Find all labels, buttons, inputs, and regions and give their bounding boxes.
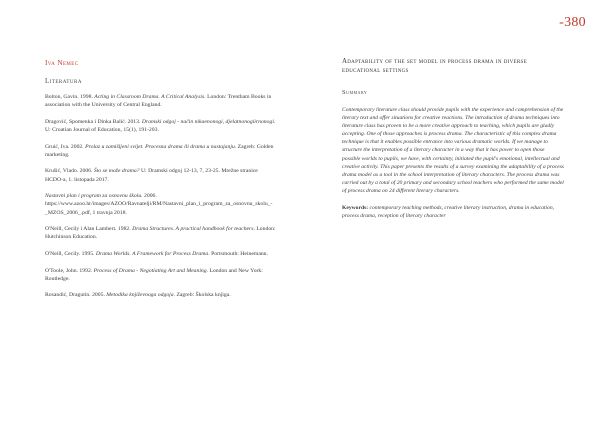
reference-author: Gruić, Iva. 2002. [45,143,86,150]
reference-author: Bolton, Gavin. 1998. [45,94,95,100]
reference-title: Process of Drama - Negotiating Art and Meaning [93,267,207,274]
reference-entry [45,250,277,258]
reference-details: . London: Hutchinson Education. [45,226,276,241]
right-page [342,57,564,220]
reference-author: Rosandić, Dragutin. 2005. [45,292,107,299]
reference-entry [45,143,277,159]
reference-author: O'Neill, Cecily. 1995. [45,250,96,257]
keywords [342,204,564,220]
page-number: -380 [559,15,586,30]
reference-author: O'Neill, Cecily i Alan Lambert. 1982. [45,226,133,233]
reference-details: . London: Trentham Books in association with the University of Central England. [45,94,272,109]
author-name: Iva Nemec [45,59,79,67]
reference-details: . Portsmouth: Heinemann. [208,250,268,257]
keywords-text: contemporary teaching methods, creative literary instruction, drama in education, process drama, reception of literary character [342,205,555,220]
reference-entry [45,225,277,241]
reference-entry [45,167,277,183]
reference-title: Drama Worlds. A Framework for Process Drama [95,250,209,257]
article-title: Adaptability of the set model in process drama in diverse educational settings [342,58,527,74]
reference-details: . London and New York: Routledge. [45,267,263,282]
reference-details: . U: Croatian Journal of Education, 15(1), 191-203. [45,118,276,133]
reference-entry [45,118,277,134]
reference-entry [45,267,277,283]
reference-entry [45,291,277,299]
reference-list [45,93,277,300]
reference-title: Prolaz u zamišljeni svijet. Procesna drama ili drama u nastajanju [85,143,235,150]
reference-author: O'Toole, John. 1992. [45,267,94,274]
reference-details: . 2006. https://www.azoo.hr/images/AZOO/Ravnatelji/RM/Nastavni_plan_i_program_za_osnovnu_skolu_-_MZOS_2006_.pdf, 1 travnja 2018. [45,193,273,216]
summary-text: Contemporary literature class should provide pupils with the experience and comprehension of the literary text and offer situations for creative reactions. The introduction of drama techniques into literature class has proven to be a more creative approach to teaching, which pupils are gladly accepting. One of those approaches is process drama. The characteristic of this complex drama technique is that it enables possible entrance into various dramatic worlds. If we manage to structure the interpretation of a literary character in a way that it has power to open those possible worlds to pupils, we have, with certainty, initiated the pupil's emotional, intellectual and creative activity. This paper presents the results of a survey examining the adaptability of a process drama model as a tool in the school interpretation of literary characters. The process drama was carried out by a total of 20 primary and secondary school teachers who performed the same model of process drama on 24 different literary characters. [342,107,564,194]
reference-author: Krušić, Vlado. 2006. [45,168,94,175]
reference-details: . Zagreb: Školska knjiga. [173,292,231,299]
reference-details: U: Dramski odgoj 12-13, 7, 23-25. Mrežne stranice HCDO-a, 1. listopada 2017. [45,168,258,183]
reference-title: Što se može drama? [93,168,140,175]
left-page [45,59,277,308]
reference-title: Metodika književnoga odgoja [106,292,174,299]
reference-title: Drama Structures. A practical handbook for teachers [132,226,254,233]
reference-details: . Zagreb: Golden marketing. [45,143,274,158]
reference-title: Dramski odgoj - način nikaenonogi, djelatnonogiirnonogi [141,118,274,125]
literature-heading: Literatura [45,78,82,85]
reference-author: Dragović, Spomenka i Dinka Balić. 2013. [45,118,142,125]
reference-entry [45,192,277,217]
reference-title: Acting in Classroom Drama. A Critical Analysis [94,94,205,100]
reference-title: Nastavni plan i program za osnovnu školu [45,193,142,200]
keywords-label: Keywords: [342,205,369,212]
summary-heading: Summary [342,89,368,96]
reference-entry [45,93,277,109]
